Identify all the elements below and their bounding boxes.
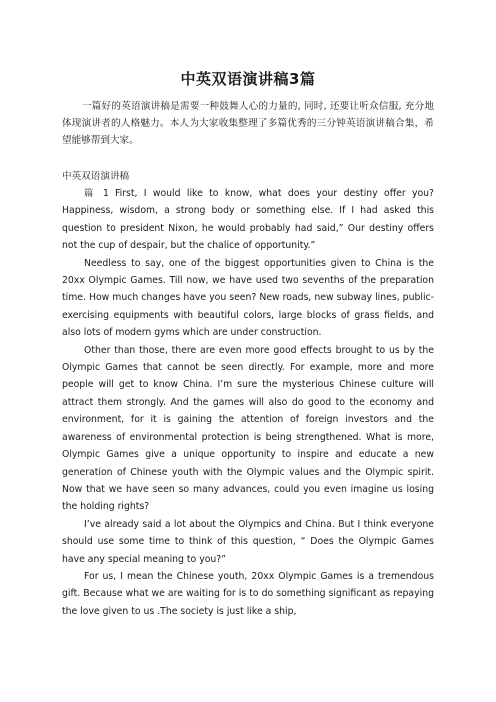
speech-paragraph-2: Needless to say, one of the biggest opportunities given to China is the 20xx Olympic Games. Till now, we have used two sevenths of the preparation time. How much changes have you seen? New roads, new subway lines, public-exercising equipments with beautiful colors, large blocks of grass fields, and also lots of modern gyms which are under construction. <box>62 257 434 339</box>
speech-paragraph-1 <box>62 185 434 255</box>
intro-paragraph: 一篇好的英语演讲稿是需要一种鼓舞人心的力量的, 同时, 还要让听众信服, 充分地体现演讲者的人格魅力。本人为大家收集整理了多篇优秀的三分钟英语演讲稿合集，希望能够帮到大家。 <box>62 101 434 146</box>
section-label: 中英双语演讲稿 <box>62 171 130 182</box>
speech-paragraph-5: For us, I mean the Chinese youth, 20xx Olympic Games is a tremendous gift. Because what we are waiting for is to do something significant as repaying the love given to us .The society is just like a ship, <box>62 570 434 617</box>
speech-body <box>62 185 434 620</box>
speech-paragraph-3: Other than those, there are even more good effects brought to us by the Olympic Games that cannot be seen directly. For example, more and more people will get to know China. I’m sure the mysterious Chinese culture will attract them strongly. And the games will also do good to the economy and environment, for it is gaining the attention of foreign investors and the awareness of environmental protection is being strengthened. What is more, Olympic Games give a unique opportunity to inspire and educate a new generation of Chinese youth with the Olympic values and the Olympic spirit. Now that we have seen so many advances, could you even imagine us losing the holding rights? <box>62 344 434 513</box>
piece-label: 篇 1 <box>84 188 109 199</box>
document-title: 中英双语演讲稿3篇 <box>180 70 316 88</box>
speech-paragraph-4: I’ve already said a lot about the Olympics and China. But I think everyone should use some time to think of this question, “ Does the Olympic Games have any special meaning to you?” <box>62 518 434 565</box>
paragraph-text: First, I would like to know, what does your destiny offer you? Happiness, wisdom, a strong body or something else. If I had asked this question to president Nixon, he would probably had said,” Our destiny offers not the cup of despair, but the chalice of opportunity.” <box>62 188 434 252</box>
